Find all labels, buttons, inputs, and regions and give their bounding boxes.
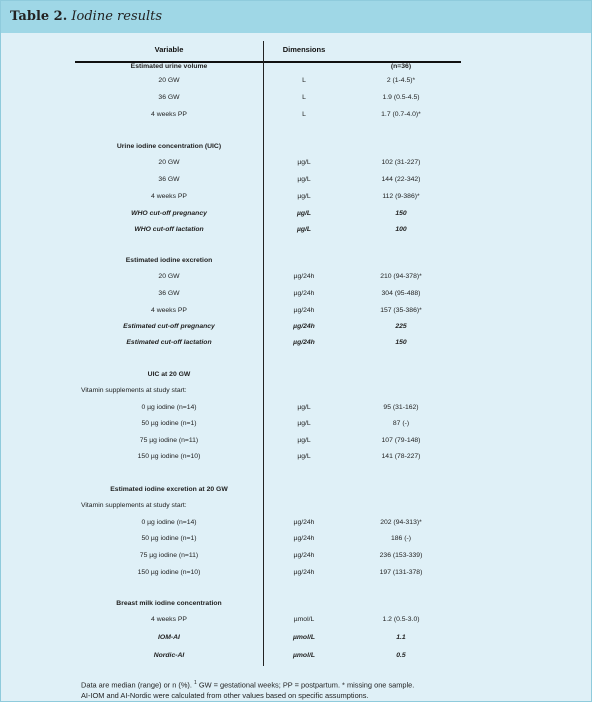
cell-variable: 150 µg iodine (n=10) <box>137 569 201 576</box>
table-row <box>1 634 591 648</box>
table-row <box>1 453 591 467</box>
cell-dimension: µmol/L <box>293 616 315 623</box>
cell-dimension: µg/24h <box>293 307 315 314</box>
table-row <box>1 569 591 583</box>
footnote-line-1: Data are median (range) or n (%). $^1$ GW = gestational weeks; PP = postpartum. * missing one sample. <box>81 680 415 690</box>
table-row <box>1 652 591 666</box>
cell-value: 87 (-) <box>392 420 410 427</box>
table-row <box>1 339 591 353</box>
cell-value: 100 <box>395 226 407 233</box>
cell-value: 236 (153-339) <box>379 552 423 559</box>
cell-value: 197 (131-378) <box>379 569 423 576</box>
cell-variable: 4 weeks PP <box>151 307 187 314</box>
cell-dimension: µg/L <box>297 159 311 166</box>
cell-variable: 50 µg iodine (n=1) <box>141 420 197 427</box>
cell-variable: 75 µg iodine (n=11) <box>139 552 199 559</box>
cell-value: 112 (9-386)* <box>382 193 420 200</box>
cell-dimension: µg/L <box>297 176 311 183</box>
cell-variable: 4 weeks PP <box>151 616 187 623</box>
cell-value: 186 (-) <box>390 535 412 542</box>
cell-variable: Vitamin supplements at study start: <box>81 387 187 394</box>
table-row <box>1 387 591 401</box>
cell-dimension: µg/L <box>296 226 312 233</box>
table-row <box>1 323 591 337</box>
cell-variable: Vitamin supplements at study start: <box>81 502 187 509</box>
table-row <box>1 535 591 549</box>
cell-dimension: µg/L <box>297 404 311 411</box>
footnote-line-2: AI-IOM and AI-Nordic were calculated from other values based on specific assumptions. <box>81 691 369 701</box>
cell-variable: WHO cut-off pregnancy <box>131 210 207 217</box>
cell-dimension: µg/L <box>297 453 311 460</box>
cell-value: 157 (35-386)* <box>380 307 422 314</box>
cell-variable: 4 weeks PP <box>151 111 187 118</box>
cell-variable: 75 µg iodine (n=11) <box>139 437 199 444</box>
section-header-row <box>1 257 591 271</box>
cell-variable: Breast milk iodine concentration <box>116 600 222 607</box>
cell-variable: 0 µg iodine (n=14) <box>141 404 197 411</box>
cell-dimension: µg/24h <box>293 273 315 280</box>
cell-variable: 150 µg iodine (n=10) <box>137 453 201 460</box>
table-caption: Iodine results <box>71 9 163 24</box>
cell-dimension: µg/24h <box>293 519 315 526</box>
table-row <box>1 94 591 108</box>
cell-variable: Estimated cut-off lactation <box>126 339 212 346</box>
cell-variable: 36 GW <box>158 176 180 183</box>
table-row <box>1 111 591 125</box>
cell-value: 304 (95-488) <box>381 290 421 297</box>
cell-value: 1.1 <box>396 634 406 641</box>
results-table <box>1 1 591 701</box>
cell-dimension: µg/L <box>297 420 311 427</box>
cell-dimension: µg/L <box>297 437 311 444</box>
header-variable: Variable <box>154 45 184 54</box>
cell-variable: Nordic-AI <box>153 652 185 659</box>
cell-dimension: µg/24h <box>293 552 315 559</box>
cell-dimension: µg/24h <box>293 339 315 346</box>
section-header-row <box>1 600 591 614</box>
cell-variable: 36 GW <box>158 94 180 101</box>
cell-dimension: L <box>302 94 306 101</box>
cell-variable: Estimated cut-off pregnancy <box>123 323 215 330</box>
section-header-row <box>1 63 591 77</box>
cell-dimension: µg/24h <box>293 535 315 542</box>
section-header-row <box>1 486 591 500</box>
cell-value: 2 (1-4.5)* <box>386 77 416 84</box>
cell-dimension: µg/24h <box>293 290 315 297</box>
cell-variable: 4 weeks PP <box>151 193 187 200</box>
table-row <box>1 502 591 516</box>
table-row <box>1 273 591 287</box>
cell-variable: 36 GW <box>158 290 180 297</box>
cell-variable: Urine iodine concentration (UIC) <box>116 143 222 150</box>
table-row <box>1 552 591 566</box>
cell-value: 107 (79-148) <box>381 437 421 444</box>
cell-variable: IOM-AI <box>158 634 180 641</box>
cell-dimension: µg/24h <box>293 323 315 330</box>
cell-dimension: µg/24h <box>293 569 315 576</box>
cell-value: 1.7 (0.7-4.0)* <box>381 111 421 118</box>
cell-dimension: L <box>302 111 306 118</box>
table-row <box>1 226 591 240</box>
table-row <box>1 404 591 418</box>
table-row <box>1 176 591 190</box>
cell-variable: Estimated iodine excretion at 20 GW <box>110 486 228 493</box>
table-row <box>1 519 591 533</box>
cell-value: 144 (22-342) <box>381 176 421 183</box>
cell-dimension: µmol/L <box>292 634 316 641</box>
cell-variable: 20 GW <box>158 273 180 280</box>
cell-value: 1.2 (0.5-3.0) <box>382 616 420 623</box>
cell-variable: 0 µg iodine (n=14) <box>141 519 197 526</box>
table-row <box>1 290 591 304</box>
cell-value: 1.9 (0.5-4.5) <box>382 94 420 101</box>
cell-value: 95 (31-162) <box>383 404 419 411</box>
section-header-row <box>1 371 591 385</box>
cell-value: 150 <box>395 210 407 217</box>
cell-value: 0.5 <box>396 652 406 659</box>
header-dimensions: Dimensions <box>282 45 326 54</box>
cell-value: 141 (78-227) <box>381 453 421 460</box>
table-number: Table 2. <box>10 9 68 24</box>
cell-variable: Estimated urine volume <box>130 63 208 70</box>
table-row <box>1 616 591 630</box>
table-row <box>1 437 591 451</box>
table-row <box>1 420 591 434</box>
cell-variable: Estimated iodine excretion <box>125 257 213 264</box>
section-header-row <box>1 143 591 157</box>
cell-dimension: µg/L <box>297 193 311 200</box>
table-row <box>1 77 591 91</box>
cell-dimension: µg/L <box>296 210 312 217</box>
cell-variable: 20 GW <box>158 159 180 166</box>
cell-value: 150 <box>395 339 407 346</box>
table-row <box>1 193 591 207</box>
cell-value: 202 (94-313)* <box>380 519 422 526</box>
cell-variable: 20 GW <box>158 77 180 84</box>
cell-value: 210 (94-378)* <box>380 273 422 280</box>
cell-variable: UIC at 20 GW <box>147 371 191 378</box>
table-row <box>1 159 591 173</box>
cell-variable: WHO cut-off lactation <box>134 226 204 233</box>
table-footnote <box>81 678 581 701</box>
cell-dimension: µmol/L <box>292 652 316 659</box>
cell-variable: 50 µg iodine (n=1) <box>141 535 197 542</box>
cell-value: 225 <box>395 323 407 330</box>
table-row <box>1 307 591 321</box>
table-row <box>1 210 591 224</box>
cell-dimension: L <box>302 77 306 84</box>
cell-value: (n=36) <box>390 63 412 70</box>
cell-value: 102 (31-227) <box>381 159 421 166</box>
